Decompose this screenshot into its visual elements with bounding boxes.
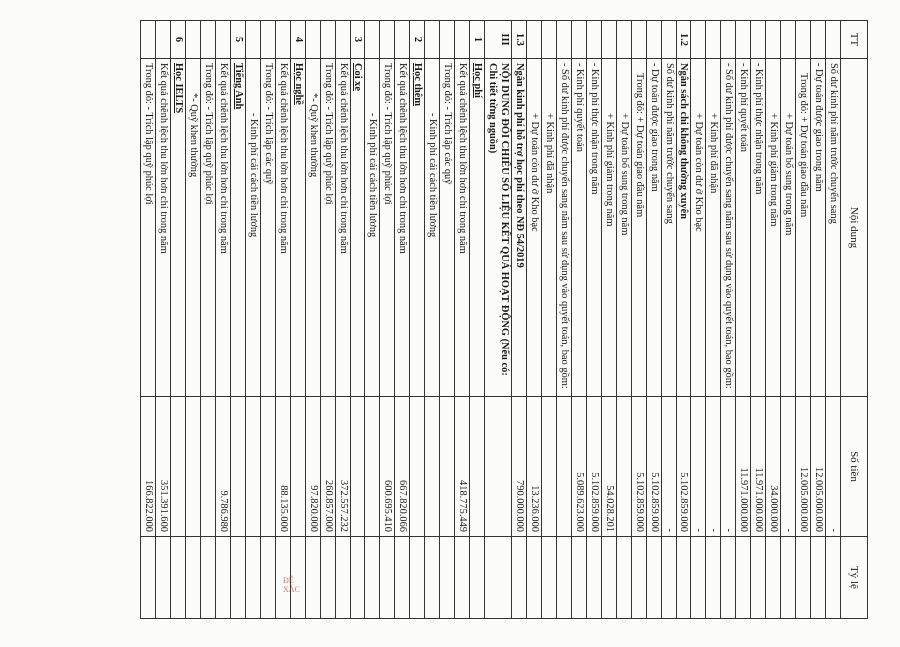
table-row [335,21,350,619]
table-row [350,21,365,619]
row-tt: 6 [171,21,186,59]
row-so-tien: 11.971.000.000 [736,397,751,537]
row-tt [781,21,796,59]
row-ty-le [601,537,616,619]
table-row [440,21,455,619]
table-row [156,21,171,619]
row-so-tien: - [661,397,676,537]
row-tt [201,21,216,59]
row-tt [425,21,440,59]
row-ty-le [826,537,841,619]
header-noi-dung: Nội dung [841,59,868,397]
table-row [541,21,556,619]
row-noi-dung: Coi xe [350,59,365,397]
row-ty-le [646,537,661,619]
row-noi-dung: Trong đó: + Dự toán giao đầu năm [631,59,646,397]
row-noi-dung: Kết quả chênh lệch thu lớn hơn chi trong năm [275,59,290,397]
table-row [410,21,425,619]
row-tt [215,21,230,59]
row-so-tien: 5.102.859.000 [676,397,691,537]
row-tt [556,21,571,59]
row-ty-le [706,537,721,619]
row-noi-dung: Số dư kinh phí năm trước chuyển sang [661,59,676,397]
red-stamp-mark: ĐỂ XÁC [283,576,300,594]
table-row [526,21,541,619]
table-row [781,21,796,619]
row-tt [691,21,706,59]
row-tt: 3 [350,21,365,59]
row-noi-dung: Học nghề [290,59,305,397]
row-ty-le [676,537,691,619]
row-so-tien [290,397,305,537]
row-ty-le [736,537,751,619]
row-tt: 1 [470,21,485,59]
row-noi-dung: - Số dư kinh phí được chuyển sang năm sau sử dụng vào quyết toán, bao gồm: [556,59,571,397]
row-noi-dung: + Dự toán bổ sung trong năm [781,59,796,397]
row-tt [646,21,661,59]
row-noi-dung: - Kinh phí cải cách tiền lương [245,59,260,397]
row-so-tien [541,397,556,537]
row-so-tien: 260.857.000 [320,397,335,537]
row-ty-le [425,537,440,619]
row-tt: 4 [290,21,305,59]
row-so-tien: 5.102.859.000 [631,397,646,537]
table-row [661,21,676,619]
table-row [141,21,156,619]
row-ty-le [410,537,425,619]
table-row [171,21,186,619]
row-so-tien: 372.557.232 [335,397,350,537]
row-ty-le [380,537,395,619]
table-row [736,21,751,619]
row-ty-le [230,537,245,619]
row-noi-dung: Trong đó: - Trích lập quỹ phúc lợi [320,59,335,397]
row-noi-dung: + Kinh phí đã nhận [541,59,556,397]
row-noi-dung: Trong đó: - Trích lập quỹ phúc lợi [141,59,156,397]
row-tt [305,21,320,59]
table-row [305,21,320,619]
row-so-tien: 5.102.859.000 [586,397,601,537]
row-noi-dung: Học phí [470,59,485,397]
row-tt [260,21,275,59]
row-ty-le [485,537,512,619]
row-tt: 1.3 [512,21,527,59]
table-row [290,21,305,619]
table-row [425,21,440,619]
header-ty-le: Tỷ lệ [841,537,868,619]
table-row [811,21,826,619]
row-tt [631,21,646,59]
table-row [275,21,290,619]
table-row [260,21,275,619]
table-row [512,21,527,619]
row-noi-dung: *- Quỹ khen thưởng [305,59,320,397]
row-so-tien [230,397,245,537]
row-tt [721,21,736,59]
row-tt [335,21,350,59]
row-so-tien [470,397,485,537]
row-tt [526,21,541,59]
table-row [395,21,410,619]
row-noi-dung: - Kinh phí quyết toán [571,59,586,397]
row-noi-dung: - Kinh phí quyết toán [736,59,751,397]
row-ty-le [156,537,171,619]
row-so-tien: 54.028.201 [601,397,616,537]
row-noi-dung: - Kinh phí thực nhận trong năm [586,59,601,397]
row-noi-dung: Học IELTS [171,59,186,397]
row-tt [616,21,631,59]
row-so-tien: 600.695.410 [380,397,395,537]
table-row [586,21,601,619]
header-so-tien: Số tiền [841,397,868,537]
row-tt [811,21,826,59]
row-so-tien: 97.820.000 [305,397,320,537]
row-tt [736,21,751,59]
table-row [320,21,335,619]
row-tt: 2 [410,21,425,59]
row-tt: III [485,21,512,59]
row-tt [395,21,410,59]
row-ty-le [440,537,455,619]
row-so-tien [186,397,201,537]
row-ty-le [691,537,706,619]
row-so-tien [245,397,260,537]
row-so-tien: - [781,397,796,537]
table-row [201,21,216,619]
row-tt [586,21,601,59]
row-noi-dung: - Kinh phí thực nhận trong năm [751,59,766,397]
row-noi-dung: + Dự toán còn dư ở Kho bạc [526,59,541,397]
table-row [766,21,781,619]
table-row [676,21,691,619]
table-row [721,21,736,619]
row-ty-le [186,537,201,619]
row-noi-dung: Kết quả chênh lệch thu lớn hơn chi trong năm [395,59,410,397]
table-row [601,21,616,619]
row-noi-dung: Số dư kinh phí năm trước chuyển sang [826,59,841,397]
row-ty-le [661,537,676,619]
row-noi-dung: + Dự toán còn dư ở Kho bạc [691,59,706,397]
row-so-tien [201,397,216,537]
row-ty-le [171,537,186,619]
row-ty-le [141,537,156,619]
row-ty-le [766,537,781,619]
row-so-tien [440,397,455,537]
row-so-tien: 9.786.980 [215,397,230,537]
row-noi-dung: + Kinh phí giảm trong năm [601,59,616,397]
row-tt: 1.2 [676,21,691,59]
row-ty-le [541,537,556,619]
row-so-tien: 5.089.623.000 [571,397,586,537]
row-tt [796,21,811,59]
row-so-tien [350,397,365,537]
row-noi-dung: - Dự toán được giao trong năm [646,59,661,397]
row-ty-le [215,537,230,619]
row-noi-dung: Trong đó: + Dự toán giao đầu năm [796,59,811,397]
row-ty-le [526,537,541,619]
row-tt [156,21,171,59]
row-noi-dung: - Số dư kinh phí được chuyển sang năm sau sử dụng vào quyết toán, bao gồm: [721,59,736,397]
table-row [230,21,245,619]
row-noi-dung: Ngân sách chi không thường xuyên [676,59,691,397]
row-so-tien: - [706,397,721,537]
table-row [365,21,380,619]
row-ty-le [751,537,766,619]
row-tt [766,21,781,59]
table-row [455,21,470,619]
row-tt [245,21,260,59]
table-row [556,21,571,619]
row-so-tien [556,397,571,537]
row-ty-le [811,537,826,619]
row-ty-le [586,537,601,619]
row-noi-dung: Kết quả chênh lệch thu lớn hơn chi trong năm [455,59,470,397]
row-noi-dung: Kết quả chênh lệch thu lớn hơn chi trong năm [215,59,230,397]
row-tt [440,21,455,59]
row-so-tien [365,397,380,537]
row-noi-dung: - Kinh phí cải cách tiền lương [425,59,440,397]
row-tt [186,21,201,59]
row-tt [661,21,676,59]
row-noi-dung: NỘI DUNG ĐỐI CHIẾU SỐ LIỆU KẾT QUẢ HOẠT ĐỘNG (Nếu có: Chi tiết từng nguồn) [485,59,512,397]
table-row [691,21,706,619]
row-tt [706,21,721,59]
row-ty-le [365,537,380,619]
row-noi-dung: Kết quả chênh lệch thu lớn hơn chi trong năm [335,59,350,397]
table-row [215,21,230,619]
row-ty-le [512,537,527,619]
row-so-tien: 88.135.000 [275,397,290,537]
row-so-tien: 34.000.000 [766,397,781,537]
row-noi-dung: - Dự toán được giao trong năm [811,59,826,397]
row-so-tien: 11.971.000.000 [751,397,766,537]
row-so-tien: - [826,397,841,537]
row-so-tien: 166.822.000 [141,397,156,537]
row-tt [455,21,470,59]
row-tt [826,21,841,59]
row-noi-dung: Trong đó: - Trích lập quỹ phúc lợi [201,59,216,397]
table-row [631,21,646,619]
row-ty-le [201,537,216,619]
row-ty-le [395,537,410,619]
row-noi-dung: Ngân kinh phí hỗ trợ học phí theo NĐ 54/2019 [512,59,527,397]
row-noi-dung: Học thêm [410,59,425,397]
row-so-tien: 5.102.859.000 [646,397,661,537]
row-ty-le [350,537,365,619]
row-so-tien: 667.820.066 [395,397,410,537]
table-row [826,21,841,619]
row-so-tien: 790.000.000 [512,397,527,537]
row-ty-le [245,537,260,619]
row-tt [751,21,766,59]
row-noi-dung: Trong đó: - Trích lập quỹ phúc lợi [380,59,395,397]
row-so-tien [425,397,440,537]
row-ty-le [335,537,350,619]
row-so-tien [485,397,512,537]
row-ty-le [781,537,796,619]
header-tt: TT [841,21,868,59]
table-row [646,21,661,619]
table-row [706,21,721,619]
row-so-tien: 12.005.000.000 [796,397,811,537]
row-tt [541,21,556,59]
row-ty-le [796,537,811,619]
row-ty-le [616,537,631,619]
row-tt [365,21,380,59]
row-tt [571,21,586,59]
row-noi-dung: - Kinh phí cải cách tiền lương [365,59,380,397]
row-so-tien: 13.236.000 [526,397,541,537]
row-so-tien: 12.005.000.000 [811,397,826,537]
reconciliation-table [140,20,868,619]
row-noi-dung: + Dự toán bổ sung trong năm [616,59,631,397]
table-header-row [841,21,868,619]
table-row [380,21,395,619]
row-ty-le [556,537,571,619]
table-row [186,21,201,619]
row-noi-dung: + Kinh phí giảm trong năm [766,59,781,397]
row-so-tien [616,397,631,537]
row-tt [141,21,156,59]
row-ty-le [721,537,736,619]
row-noi-dung: Trong đó: - Trích lập các quỹ [260,59,275,397]
row-so-tien [171,397,186,537]
row-noi-dung: + Kinh phí đã nhận [706,59,721,397]
row-ty-le [631,537,646,619]
row-so-tien: - [721,397,736,537]
row-tt [320,21,335,59]
table-row [796,21,811,619]
row-so-tien: 351.391.600 [156,397,171,537]
table-row [485,21,512,619]
row-noi-dung: Tiếng Anh [230,59,245,397]
row-noi-dung: Kết quả chênh lệch thu lớn hơn chi trong năm [156,59,171,397]
table-row [470,21,485,619]
table-row [571,21,586,619]
row-so-tien [410,397,425,537]
row-so-tien: 418.775.449 [455,397,470,537]
table-row [616,21,631,619]
row-so-tien [260,397,275,537]
row-ty-le [455,537,470,619]
row-tt [380,21,395,59]
row-noi-dung: Trong đó: - Trích lập các quỹ [440,59,455,397]
row-noi-dung: *- Quỹ khen thưởng [186,59,201,397]
row-tt [275,21,290,59]
row-tt [601,21,616,59]
row-ty-le [571,537,586,619]
row-so-tien: - [691,397,706,537]
row-ty-le [470,537,485,619]
row-tt: 5 [230,21,245,59]
row-ty-le [260,537,275,619]
table-row [751,21,766,619]
table-row [245,21,260,619]
